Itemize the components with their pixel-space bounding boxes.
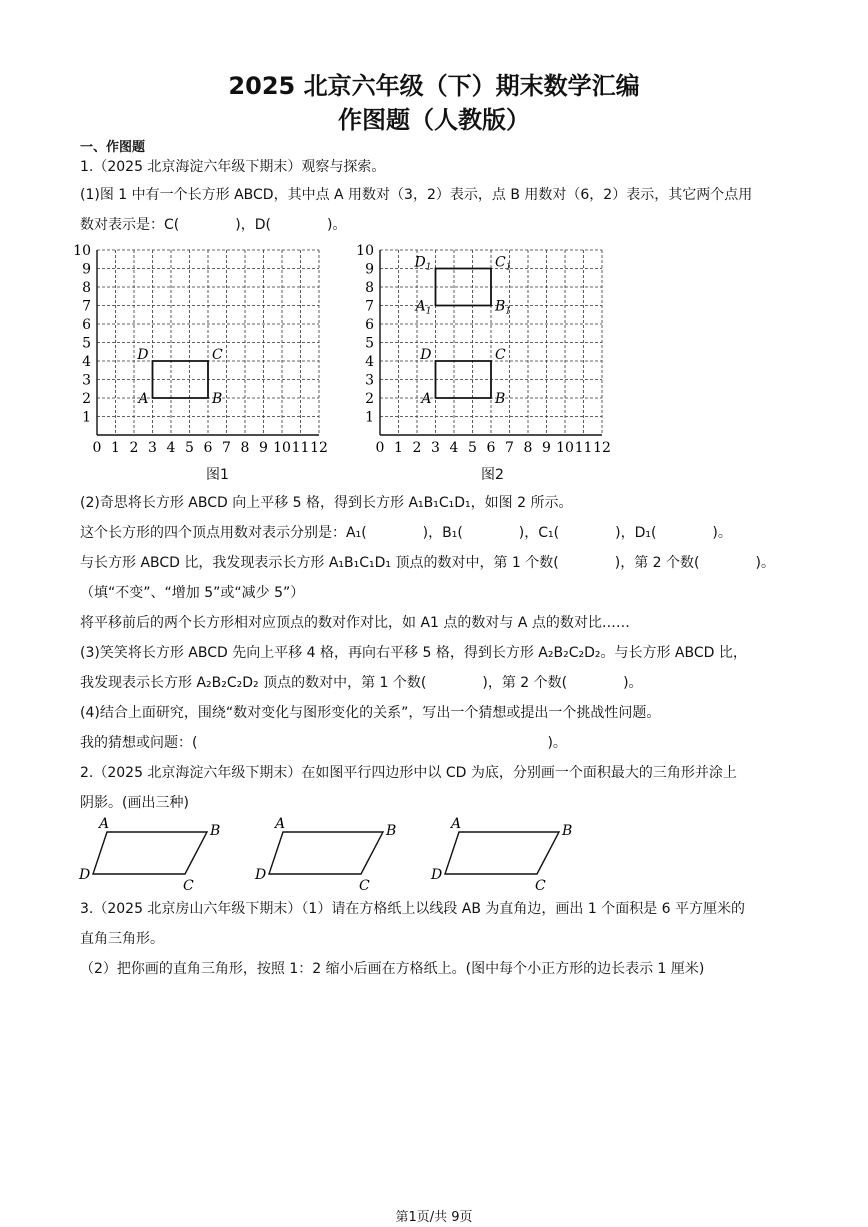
y-tick-label: 10: [356, 243, 374, 259]
q1-part1-line1: (1)图 1 中有一个长方形 ABCD，其中点 A 用数对（3，2）表示，点 B 用数对（6，2）表示，其它两个点用: [80, 187, 753, 203]
y-tick-label: 1: [82, 409, 91, 426]
q1-part2-line5: 将平移前后的两个长方形相对应顶点的数对作对比，如 A1 点的数对与 A 点的数对比……: [80, 615, 630, 631]
vertex-label: C: [535, 878, 546, 894]
y-tick-label: 7: [365, 298, 374, 315]
vertex-label: D: [431, 867, 443, 883]
q1-part2-line3: 与长方形 ABCD 比，我发现表示长方形 A₁B₁C₁D₁ 顶点的数对中，第 1 个数( )，第 2 个数( )。: [80, 555, 775, 571]
x-tick-label: 2: [129, 440, 139, 456]
x-tick-label: 3: [148, 440, 157, 456]
x-tick-label: 2: [412, 440, 422, 456]
vertex-label: A: [451, 816, 462, 832]
q1-part3-line1: (3)笑笑将长方形 ABCD 先向上平移 4 格，再向右平移 5 格，得到长方形 A₂B₂C₂D₂。与长方形 ABCD 比，: [80, 645, 747, 661]
figure-1-caption: 图1: [206, 467, 229, 483]
x-tick-label: 12: [593, 440, 611, 456]
parallelogram-shape: [445, 832, 559, 874]
x-tick-label: 1: [111, 440, 120, 456]
vertex-label: C: [495, 347, 506, 363]
q3-line2: 直角三角形。: [80, 931, 164, 947]
y-tick-label: 2: [365, 391, 374, 407]
vertex-label: A: [421, 391, 432, 407]
y-tick-label: 10: [73, 243, 91, 259]
y-tick-label: 7: [82, 298, 91, 315]
x-tick-label: 7: [222, 440, 231, 456]
x-tick-label: 4: [449, 440, 459, 456]
vertex-label: C: [183, 878, 194, 894]
vertex-label: B: [210, 823, 221, 839]
parallelogram-shape: [93, 832, 207, 874]
parallelogram-1: [78, 816, 220, 894]
vertex-label: $D_1$: [414, 254, 432, 273]
y-tick-label: 9: [82, 261, 91, 278]
q1-part1-line2: 数对表示是：C( )，D( )。: [80, 217, 347, 233]
x-tick-label: 12: [310, 440, 328, 456]
x-tick-label: 6: [203, 440, 213, 456]
vertex-label: B: [212, 391, 223, 407]
y-tick-label: 5: [82, 335, 91, 352]
vertex-label: D: [420, 347, 432, 363]
x-tick-label: 9: [542, 440, 551, 456]
q2-parallelograms: [75, 812, 595, 892]
vertex-label: $C_1$: [495, 254, 512, 273]
x-tick-label: 5: [185, 440, 194, 456]
q1-heading: 1.（2025 北京海淀六年级下期末）观察与探索。: [80, 159, 386, 175]
parallelogram-3: [430, 816, 572, 894]
q1-part2-line4: （填“不变”、“增加 5”或“减少 5”）: [80, 585, 305, 601]
figure-1-grid: [73, 243, 328, 456]
q1-part3-line2: 我发现表示长方形 A₂B₂C₂D₂ 顶点的数对中，第 1 个数( )，第 2 个数( )。: [80, 675, 643, 691]
page-subtitle: 作图题（人教版）: [338, 106, 530, 134]
q1-part4-line2: 我的猜想或问题：( )。: [80, 735, 567, 751]
y-tick-label: 2: [82, 391, 91, 407]
figure-2-caption: 图2: [481, 467, 504, 483]
page-title: 2025 北京六年级（下）期末数学汇编: [228, 72, 640, 100]
q1-part4-line1: (4)结合上面研究，围绕“数对变化与图形变化的关系”，写出一个猜想或提出一个挑战性问题。: [80, 705, 661, 721]
q2-line1: 2.（2025 北京海淀六年级下期末）在如图平行四边形中以 CD 为底，分别画一个面积最大的三角形并涂上: [80, 765, 737, 781]
q1-part2-line2: 这个长方形的四个顶点用数对表示分别是：A₁( )，B₁( )，C₁( )，D₁( )。: [80, 525, 732, 541]
y-tick-label: 6: [82, 317, 91, 333]
x-tick-label: 11: [291, 440, 310, 456]
y-tick-label: 9: [365, 261, 374, 278]
vertex-label: A: [138, 391, 149, 407]
y-tick-label: 4: [82, 354, 91, 370]
x-tick-label: 10: [273, 440, 291, 456]
vertex-label: C: [212, 347, 223, 363]
x-tick-label: 4: [166, 440, 176, 456]
vertex-label: A: [275, 816, 286, 832]
vertex-label: D: [255, 867, 267, 883]
x-tick-label: 11: [574, 440, 593, 456]
x-tick-label: 9: [259, 440, 268, 456]
x-tick-label: 0: [92, 440, 102, 456]
x-tick-label: 0: [375, 440, 385, 456]
parallelogram-2: [254, 816, 396, 894]
parallelogram-shape: [269, 832, 383, 874]
x-tick-label: 8: [240, 440, 250, 456]
y-tick-label: 8: [82, 280, 91, 296]
q2-line2: 阴影。(画出三种): [80, 795, 189, 811]
section-heading: 一、作图题: [80, 140, 146, 155]
y-tick-label: 6: [365, 317, 374, 333]
figure-2-grid: [356, 243, 611, 456]
vertex-label: D: [137, 347, 149, 363]
y-tick-label: 4: [365, 354, 374, 370]
x-tick-label: 8: [523, 440, 533, 456]
y-tick-label: 1: [365, 409, 374, 426]
x-tick-label: 5: [468, 440, 477, 456]
x-tick-label: 7: [505, 440, 514, 456]
page-footer: 第1页/共 9页: [395, 1210, 473, 1225]
q3-line3: （2）把你画的直角三角形，按照 1：2 缩小后画在方格纸上。(图中每个小正方形的边长表示 1 厘米): [80, 961, 705, 977]
vertex-label: B: [386, 823, 397, 839]
y-tick-label: 3: [365, 372, 374, 389]
x-tick-label: 1: [394, 440, 403, 456]
vertex-label: A: [99, 816, 110, 832]
x-tick-label: 10: [556, 440, 574, 456]
q1-figures: [75, 238, 635, 458]
x-tick-label: 6: [486, 440, 496, 456]
vertex-label: B: [495, 391, 506, 407]
vertex-label: B: [562, 823, 573, 839]
vertex-label: $B_1$: [495, 298, 512, 317]
y-tick-label: 5: [365, 335, 374, 352]
vertex-label: D: [79, 867, 91, 883]
q1-part2-line1: (2)奇思将长方形 ABCD 向上平移 5 格，得到长方形 A₁B₁C₁D₁，如图 2 所示。: [80, 495, 573, 511]
y-tick-label: 3: [82, 372, 91, 389]
y-tick-label: 8: [365, 280, 374, 296]
x-tick-label: 3: [431, 440, 440, 456]
vertex-label: $A_1$: [415, 298, 432, 317]
vertex-label: C: [359, 878, 370, 894]
q3-line1: 3.（2025 北京房山六年级下期末）（1）请在方格纸上以线段 AB 为直角边，画出 1 个面积是 6 平方厘米的: [80, 901, 746, 917]
